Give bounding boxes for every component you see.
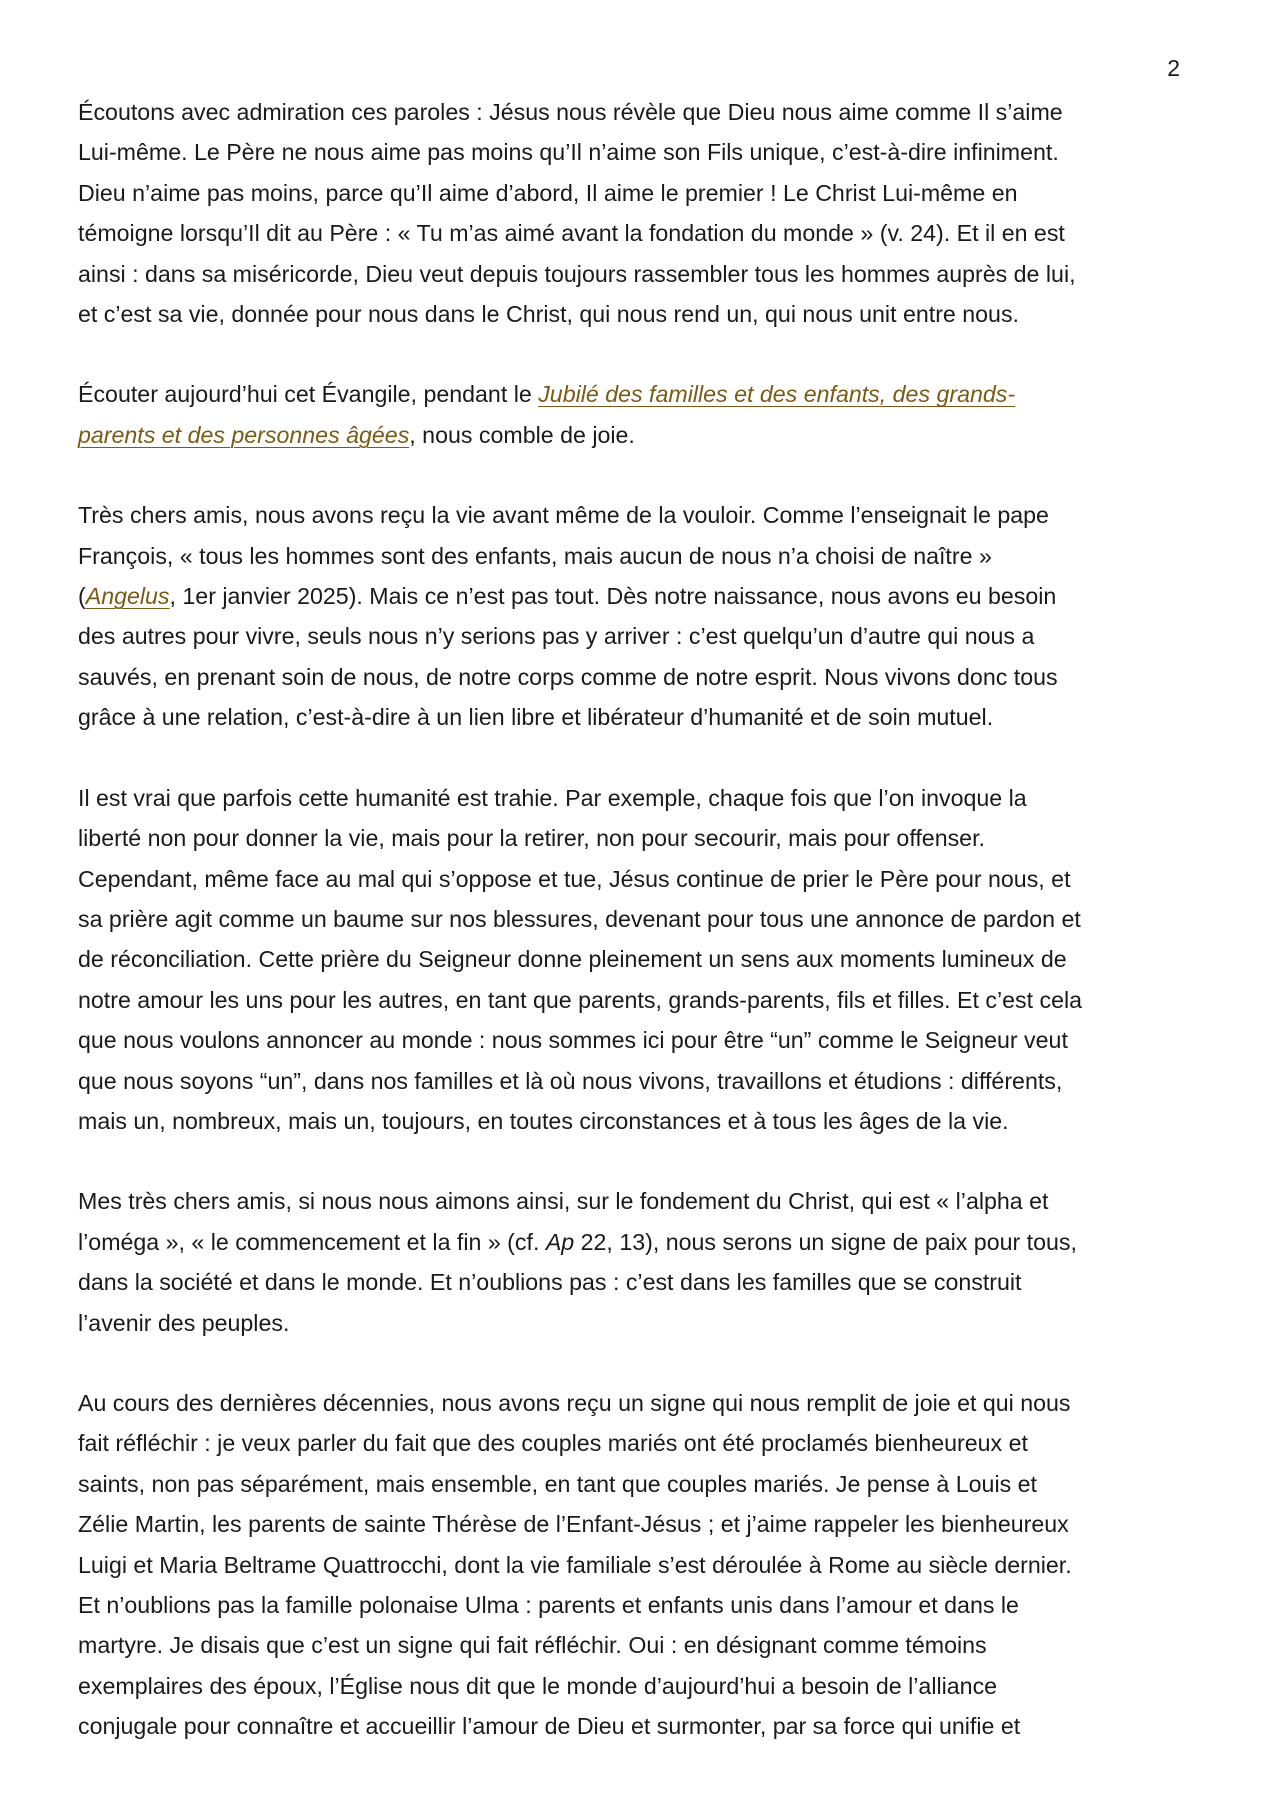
paragraph-4: Il est vrai que parfois cette humanité est trahie. Par exemple, chaque fois que l’on invoque la liberté non pour donner la vie, mais pour la retirer, non pour secourir, mais pour offenser. Cependant, même face au mal qui s’oppose et tue, Jésus continue de prier le Père pour nous, et sa prière agit comme un baume sur nos blessures, devenant pour tous une annonce de pardon et de réconciliation. Cette prière du Seigneur donne pleinement un sens aux moments lumineux de notre amour les uns pour les autres, en tant que parents, grands-parents, fils et filles. Et c’est cela que nous voulons annoncer au monde : nous sommes ici pour être “un” comme le Seigneur veut que nous soyons “un”, dans nos familles et là où nous vivons, travaillons et étudions : différents, mais un, nombreux, mais un, toujours, en toutes circonstances et à tous les âges de la vie.: [78, 784, 1083, 1134]
paragraph-2: [78, 374, 1208, 455]
jubile-link[interactable]: Jubilé des familles et des enfants, des grands- parents et des personnes âgées: [78, 381, 1016, 448]
paragraph-2-text-after: , nous comble de joie.: [409, 421, 635, 448]
paragraph-6: Au cours des dernières décennies, nous avons reçu un signe qui nous remplit de joie et qui nous fait réfléchir : je veux parler du fait que des couples mariés ont été proclamés bienheureux et saints, non pas séparément, mais ensemble, en tant que couples mariés. Je pense à Louis et Zélie Martin, les parents de sainte Thérèse de l’Enfant-Jésus ; et j’aime rappeler les bienheureux Luigi et Maria Beltrame Quattrocchi, dont la vie familiale s’est déroulée à Rome au siècle dernier. Et n’oublions pas la famille polonaise Ulma : parents et enfants unis dans l’amour et dans le martyre. Je disais que c’est un signe qui fait réfléchir. Oui : en désignant comme témoins exemplaires des époux, l’Église nous dit que le monde d’aujourd’hui a besoin de l’alliance conjugale pour connaître et accueillir l’amour de Dieu et surmonter, par sa force qui unifie et: [78, 1389, 1072, 1740]
paragraph-3: [78, 495, 1208, 737]
paragraph-3-text-after: , 1er janvier 2025). Mais ce n’est pas tout. Dès notre naissance, nous avons eu besoin des autres pour vivre, seuls nous n’y serions pas y arriver : c’est quelqu’un d’autre qui nous a sauvés, en prenant soin de nous, de notre corps comme de notre esprit. Nous vivons donc tous grâce à une relation, c’est-à-dire à un lien libre et libérateur d’humanité et de soin mutuel.: [78, 583, 1058, 731]
paragraph-2-text-before: Écouter aujourd’hui cet Évangile, pendant le: [78, 381, 539, 408]
document-body: [78, 92, 1208, 1787]
angelus-link[interactable]: Angelus: [85, 583, 170, 610]
paragraph-5: [78, 1181, 1208, 1343]
paragraph-1: Écoutons avec admiration ces paroles : Jésus nous révèle que Dieu nous aime comme Il s’aime Lui-même. Le Père ne nous aime pas moins qu’Il n’aime son Fils unique, c’est-à-dire infiniment. Dieu n’aime pas moins, parce qu’Il aime d’abord, Il aime le premier ! Le Christ Lui-même en témoigne lorsqu’Il dit au Père : « Tu m’as aimé avant la fondation du monde » (v. 24). Et il en est ainsi : dans sa miséricorde, Dieu veut depuis toujours rassembler tous les hommes auprès de lui, et c’est sa vie, donnée pour nous dans le Christ, qui nous rend un, qui nous unit entre nous.: [78, 99, 1076, 328]
paragraph-5-text-after: 22, 13), nous serons un signe de paix pour tous, dans la société et dans le monde. Et n’oublions pas : c’est dans les familles que se construit l’avenir des peuples.: [78, 1228, 1077, 1336]
paragraph-5-text-before: Mes très chers amis, si nous nous aimons ainsi, sur le fondement du Christ, qui est « l’alpha et l’oméga », « le commencement et la fin » (cf.: [78, 1188, 1049, 1255]
paragraph-3-text-before: Très chers amis, nous avons reçu la vie avant même de la vouloir. Comme l’enseignait le pape François, « tous les hommes sont des enfants, mais aucun de nous n’a choisi de naître » (: [78, 502, 1049, 610]
page-number: 2: [1167, 55, 1180, 81]
scripture-reference: Ap: [545, 1228, 575, 1255]
